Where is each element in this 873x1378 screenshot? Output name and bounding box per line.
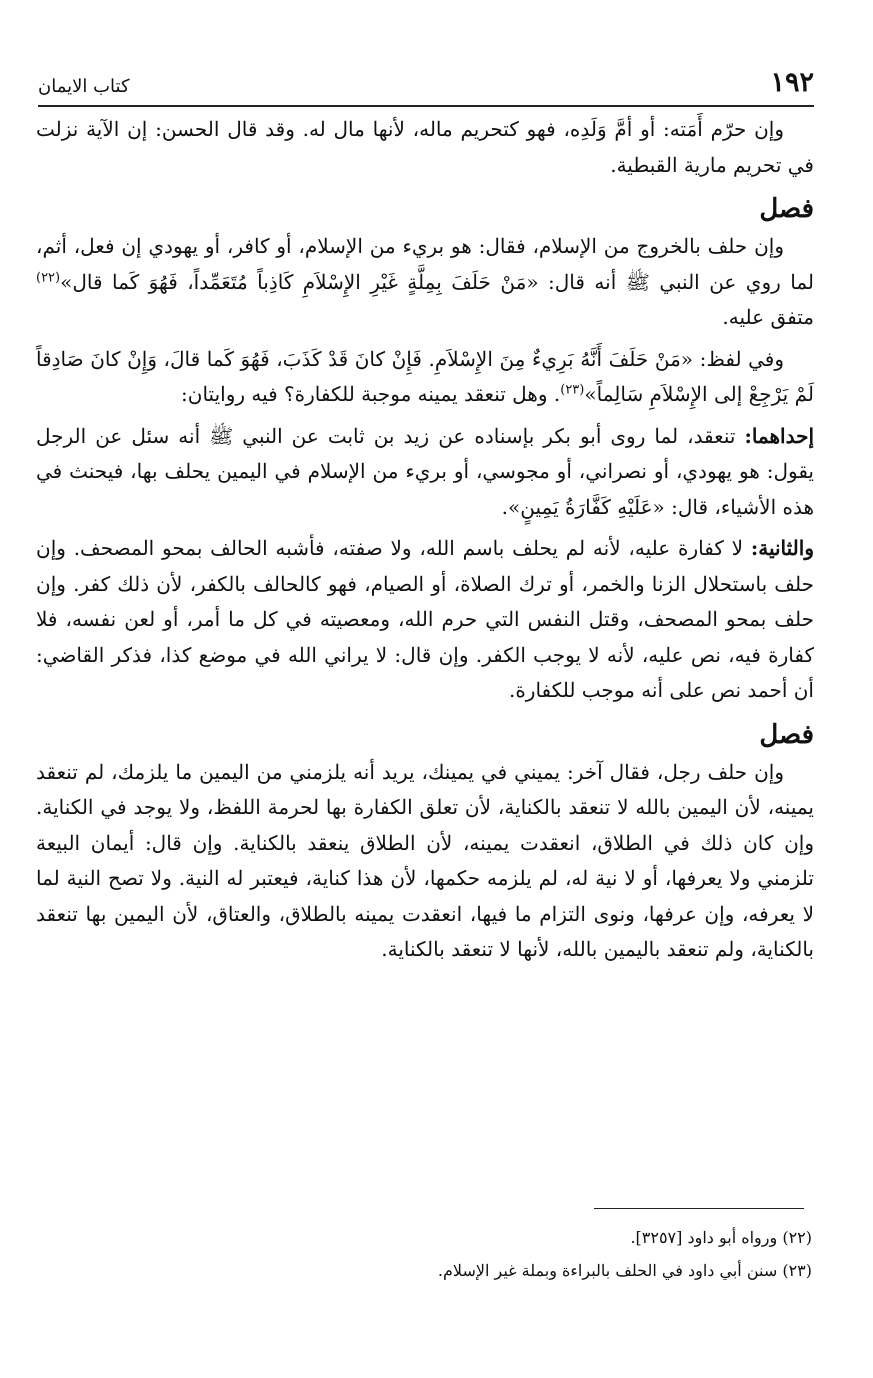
- footnote-rule: [594, 1208, 804, 1209]
- paragraph-slave-prohibition: وإن حرّم أَمَته: أو أمَّ وَلَدِه، فهو كتحريم ماله، لأنها مال له. وقد قال الحسن: إن الآية نزلت في تحريم مارية القبطية.: [36, 117, 814, 177]
- footnote-23: (٢٣) سنن أبي داود في الحلف بالبراءة وبملة غير الإسلام.: [437, 1261, 812, 1280]
- paragraph-text-end: . وهل تنعقد يمينه موجبة للكفارة؟ فيه روايتان:: [181, 382, 561, 406]
- header-rule: [38, 105, 814, 107]
- paragraph-oath-by-allusion: وإن حلف رجل، فقال آخر: يميني في يمينك، يريد أنه يلزمني من اليمين ما يلزمك، لم تنعقد يمينه، لأن اليمين بالله لا تنعقد بالكناية، لأن تعلق الكفارة بها لحرمة اللفظ، ولا يوجد في الكناية. وإن كان ذلك في الطلاق، انعقدت يمينه، لأن الطلاق ينعقد بالكناية. وإن قال: أيمان البيعة تلزمني ولا يعرفها، أو لا نية له، لم يلزمه حكمها، لأن هذا كناية، فيعتبر له النية. ولا تصح النية لما لا يعرفه، وإن عرفها، ونوى التزام ما فيها، انعقدت يمينه بالطلاق، والعتاق، لأن اليمين بها تنعقد بالكناية، ولم تنعقد باليمين بالله، لأنها لا تنعقد بالكناية.: [36, 759, 814, 961]
- section-heading: فصل: [759, 719, 814, 750]
- footnote-ref-23: (٢٣): [560, 382, 585, 398]
- paragraph-text-end: متفق عليه.: [722, 305, 814, 329]
- main-text: [36, 112, 814, 968]
- paragraph-lead: إحداهما:: [744, 423, 814, 448]
- paragraph-text: لا كفارة عليه، لأنه لم يحلف باسم الله، ولا صفته، فأشبه الحالف بمحو المصحف. وإن حلف باستحلال الزنا والخمر، أو ترك الصلاة، أو الصيام، فهو كالحالف بالكفر، لأن ذلك كفر. وإن حلف بمحو المصحف، وقتل النفس التي حرم الله، ومعصيته في كل ما أمر، أو لعن نفسه، فلا كفارة فيه، نص عليه، لأنه لا يوجب الكفر. وإن قال: لا يراني الله في موضع كذا، فذكر القاضي: أن أحمد نص على أنه موجب للكفارة.: [36, 536, 814, 702]
- section-heading: فصل: [759, 194, 814, 224]
- paragraph-second-narration: [36, 531, 814, 709]
- paragraph-oath-leaving-islam: [36, 229, 814, 336]
- footnote-ref-22: (٢٢): [36, 269, 61, 285]
- paragraph-other-wording: [36, 342, 814, 413]
- footnote-22: (٢٢) ورواه أبو داود [٣٢٥٧].: [630, 1228, 812, 1247]
- paragraph-text: تنعقد، لما روى أبو بكر بإسناده عن زيد بن ثابت عن النبي ﷺ أنه سئل عن الرجل يقول: هو يهودي، أو نصراني، أو مجوسي، أو بريء من الإسلام في اليمين يحلف بها، فيحنث في هذه الأشياء، قال: «عَلَيْهِ كَفَّارَةُ يَمِينٍ».: [36, 423, 814, 519]
- page-number: ١٩٢: [770, 67, 814, 98]
- running-title: كتاب الايمان: [38, 76, 130, 97]
- page-header: [38, 56, 814, 96]
- paragraph-text: وفي لفظ: «مَنْ حَلَفَ أَنَّهُ بَرِيءٌ مِنَ الإِسْلاَمِ. فَإِنْ كانَ قَدْ كَذَبَ، فَهُوَ كَما قالَ، وَإِنْ كانَ صَادِقاً لَمْ يَرْجِعْ إلى الإِسْلاَمِ سَالِماً»: [36, 346, 814, 406]
- paragraph-text: وإن حلف بالخروج من الإسلام، فقال: هو بريء من الإسلام، أو كافر، أو يهودي إن فعل، أثم، لما روي عن النبي ﷺ أنه قال: «مَنْ حَلَفَ بِمِلَّةٍ غَيْرِ الإِسْلاَمِ كَاذِباً مُتَعَمِّداً، فَهُوَ كَما قال»: [36, 234, 814, 294]
- footnotes: [36, 1221, 812, 1287]
- paragraph-first-narration: [36, 419, 814, 526]
- paragraph-lead: والثانية:: [750, 536, 814, 560]
